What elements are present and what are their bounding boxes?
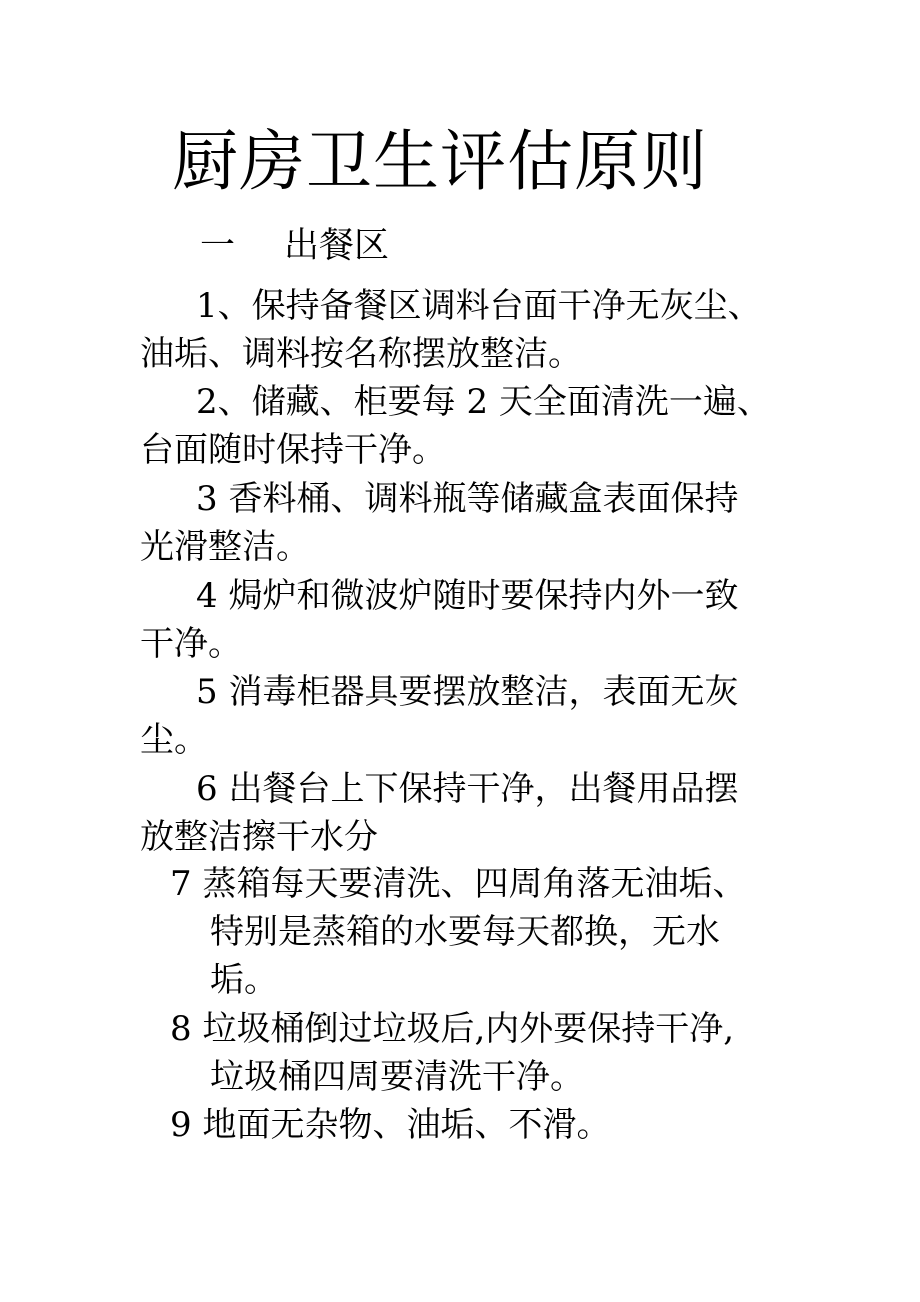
item-line: 5 消毒柜器具要摆放整洁，表面无灰	[196, 672, 739, 712]
item-line: 放整洁擦干水分	[140, 817, 378, 857]
item-line: 1、保持备餐区调料台面干净无灰尘、	[196, 286, 762, 326]
list-item	[140, 475, 738, 571]
list-item	[140, 765, 738, 861]
list-item	[170, 1005, 734, 1101]
item-line: 油垢、调料按名称摆放整洁。	[140, 334, 582, 374]
item-line: 3 香料桶、调料瓶等储藏盒表面保持	[196, 479, 739, 519]
item-line: 干净。	[140, 624, 242, 664]
item-line: 9 地面无杂物、油垢、不滑。	[170, 1105, 611, 1145]
item-line: 7 蒸箱每天要清洗、四周角落无油垢、	[170, 864, 747, 904]
item-line: 垃圾桶四周要清洗干净。	[210, 1057, 584, 1097]
item-line: 光滑整洁。	[140, 527, 310, 567]
section-heading	[200, 222, 389, 270]
page-title: 厨房卫生评估原则	[172, 123, 708, 200]
item-line: 台面随时保持干净。	[140, 430, 446, 470]
item-line: 垢。	[210, 960, 278, 1000]
item-line: 6 出餐台上下保持干净，出餐用品摆	[196, 769, 739, 809]
item-line: 2、储藏、柜要每 2 天全面清洗一遍、	[196, 382, 771, 422]
item-line: 特别是蒸箱的水要每天都换，无水	[210, 912, 720, 952]
list-item	[170, 1101, 610, 1149]
list-item	[170, 860, 746, 1004]
item-line: 8 垃圾桶倒过垃圾后,内外要保持干净,	[170, 1009, 735, 1049]
list-item	[140, 282, 762, 378]
list-item	[140, 572, 738, 668]
section-number: 一	[200, 226, 236, 266]
section-title: 出餐区	[284, 226, 390, 266]
item-line: 尘。	[140, 720, 208, 760]
item-line: 4 焗炉和微波炉随时要保持内外一致	[196, 576, 739, 616]
list-item	[140, 378, 771, 474]
list-item	[140, 668, 738, 764]
